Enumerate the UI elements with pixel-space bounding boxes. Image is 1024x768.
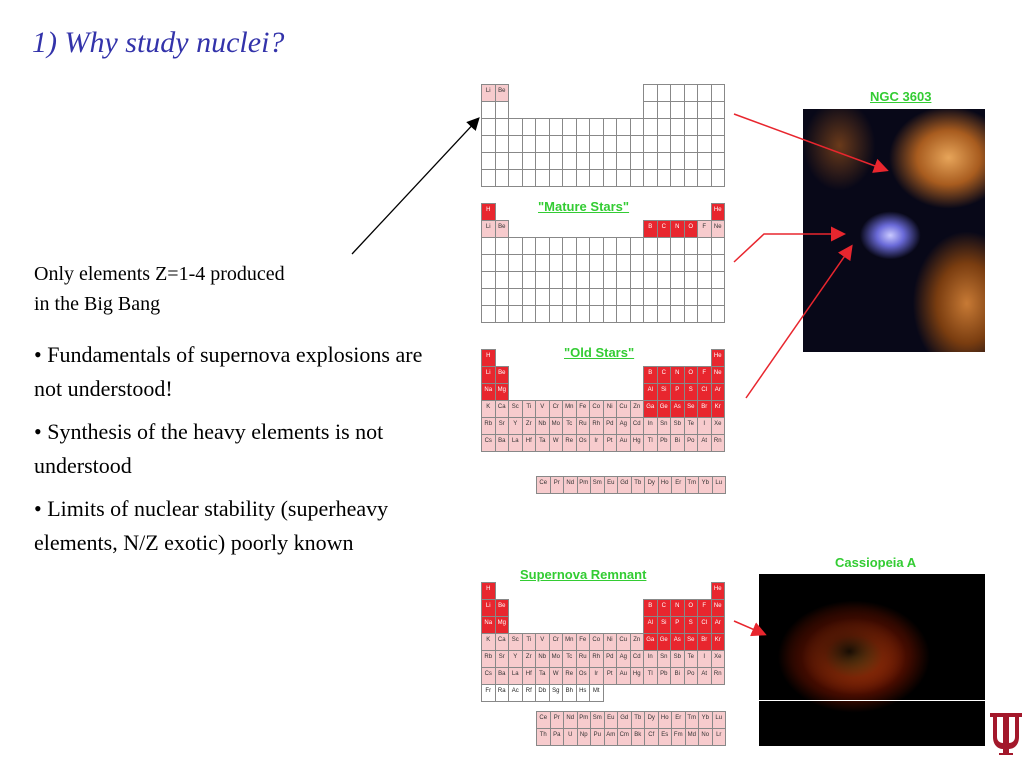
element-n: N [670, 220, 685, 238]
element-cell: Mn [562, 400, 577, 418]
element-cell: Pt [603, 434, 618, 452]
element-cell: Rb [481, 650, 496, 668]
element-cell: C [657, 599, 672, 617]
element-cell: Al [643, 383, 658, 401]
element-cell: H [481, 349, 496, 367]
element-cell: Te [684, 417, 699, 435]
element-cell: I [697, 650, 712, 668]
element-cell: Bi [670, 667, 685, 685]
element-cell: Ir [589, 434, 604, 452]
element-cell: C [657, 366, 672, 384]
element-cell: Zr [522, 417, 537, 435]
arrow-to-ngc-top [734, 114, 886, 170]
element-cell: Ag [616, 417, 631, 435]
element-cell: Fe [576, 633, 591, 651]
element-cell: Tl [643, 667, 658, 685]
element-cell: Os [576, 667, 591, 685]
element-cell: Ti [522, 400, 537, 418]
element-h: H [481, 203, 496, 221]
element-cell: Ba [495, 434, 510, 452]
element-ne: Ne [711, 220, 726, 238]
element-cell: Si [657, 383, 672, 401]
element-cell: Tc [562, 650, 577, 668]
element-cell: Au [616, 667, 631, 685]
element-cell: O [684, 599, 699, 617]
label-mature-stars: "Mature Stars" [538, 199, 630, 214]
element-cell: Cr [549, 633, 564, 651]
element-cell: W [549, 434, 564, 452]
element-cell: Th [536, 728, 551, 746]
element-cell: I [697, 417, 712, 435]
element-cell: Ge [657, 633, 672, 651]
element-cell: No [698, 728, 713, 746]
element-cell: H [481, 582, 496, 600]
element-cell: Sr [495, 650, 510, 668]
element-cell: Pu [590, 728, 605, 746]
element-cell: Br [697, 400, 712, 418]
element-cell: Ga [643, 633, 658, 651]
element-cell: Mt [589, 684, 604, 702]
element-cell: Pr [550, 476, 565, 494]
element-cell: Cd [630, 417, 645, 435]
element-cell: Sb [670, 650, 685, 668]
slide-title: 1) Why study nuclei? [32, 26, 285, 59]
element-cell: K [481, 400, 496, 418]
element-cell: Db [535, 684, 550, 702]
element-cell: Ca [495, 400, 510, 418]
element-cell: Bi [670, 434, 685, 452]
element-cell: Es [658, 728, 673, 746]
element-cell: B [643, 366, 658, 384]
element-cell: Dy [644, 476, 659, 494]
element-cell: Au [616, 434, 631, 452]
element-cell: Np [577, 728, 592, 746]
element-cell: Pd [603, 417, 618, 435]
element-cell: Ni [603, 633, 618, 651]
element-cell: S [684, 616, 699, 634]
element-cell: In [643, 417, 658, 435]
element-cell: Lu [712, 476, 727, 494]
element-cell: At [697, 667, 712, 685]
big-bang-note-line2: in the Big Bang [34, 293, 161, 315]
element-cell: As [670, 400, 685, 418]
element-cell: Al [643, 616, 658, 634]
bullet-heavy-elements: • Synthesis of the heavy elements is not understood [34, 419, 384, 478]
element-be: Be [495, 84, 510, 102]
element-f: F [697, 220, 712, 238]
element-cell: W [549, 667, 564, 685]
element-cell: Pm [577, 476, 592, 494]
element-cell: Te [684, 650, 699, 668]
element-cell: Am [604, 728, 619, 746]
element-cell: P [670, 383, 685, 401]
element-cell: Sm [590, 711, 605, 729]
element-cell: Xe [711, 650, 726, 668]
element-cell: Ne [711, 599, 726, 617]
element-cell: Cl [697, 383, 712, 401]
element-cell: Nb [535, 650, 550, 668]
element-cell: Ne [711, 366, 726, 384]
element-cell: Bk [631, 728, 646, 746]
element-cell: Y [508, 650, 523, 668]
element-cell: Cr [549, 400, 564, 418]
element-cell: Li [481, 366, 496, 384]
element-cell: Re [562, 434, 577, 452]
element-cell: Kr [711, 633, 726, 651]
element-cell: In [643, 650, 658, 668]
element-cell: Mn [562, 633, 577, 651]
element-cell: F [697, 599, 712, 617]
element-cell: Kr [711, 400, 726, 418]
arrow-to-ngc-bottom [746, 247, 851, 398]
element-cell: Ra [495, 684, 510, 702]
element-cell: Ar [711, 616, 726, 634]
element-cell: Be [495, 599, 510, 617]
element-cell: Yb [698, 476, 713, 494]
element-cell: Tm [685, 711, 700, 729]
element-cell: Cm [617, 728, 632, 746]
element-cell: Sr [495, 417, 510, 435]
element-cell: P [670, 616, 685, 634]
element-cell: Rn [711, 434, 726, 452]
element-cell: K [481, 633, 496, 651]
element-cell: Dy [644, 711, 659, 729]
arrow-to-ngc-middle [734, 234, 843, 262]
element-cell: Pr [550, 711, 565, 729]
element-cell: Cu [616, 400, 631, 418]
element-cell: Ag [616, 650, 631, 668]
element-cell: He [711, 349, 726, 367]
element-cell: Fm [671, 728, 686, 746]
element-li: Li [481, 84, 496, 102]
element-cell: Na [481, 383, 496, 401]
element-cell: Eu [604, 711, 619, 729]
element-cell: Ar [711, 383, 726, 401]
element-cell: Po [684, 434, 699, 452]
element-cell: La [508, 667, 523, 685]
element-c: C [657, 220, 672, 238]
element-cell: Lu [712, 711, 727, 729]
element-cell: Eu [604, 476, 619, 494]
bullet-nuclear-stability: • Limits of nuclear stability (superheavy elements, N/Z exotic) poorly known [34, 496, 389, 555]
element-cell: S [684, 383, 699, 401]
element-cell: Tl [643, 434, 658, 452]
element-cell: Rf [522, 684, 537, 702]
element-cell: As [670, 633, 685, 651]
element-cell: Xe [711, 417, 726, 435]
element-cell: Sn [657, 650, 672, 668]
element-cell: Zn [630, 633, 645, 651]
element-cell: U [563, 728, 578, 746]
element-b: B [643, 220, 658, 238]
element-cell: Ca [495, 633, 510, 651]
element-cell: Si [657, 616, 672, 634]
element-cell: Ho [658, 476, 673, 494]
element-cell: F [697, 366, 712, 384]
element-cell: Nd [563, 476, 578, 494]
element-cell: Ir [589, 667, 604, 685]
element-cell: Mg [495, 383, 510, 401]
element-cell: Sm [590, 476, 605, 494]
element-cell: Ho [658, 711, 673, 729]
element-cell: Os [576, 434, 591, 452]
element-cell: Se [684, 633, 699, 651]
element-cell: Er [671, 711, 686, 729]
element-cell: Pd [603, 650, 618, 668]
element-cell: Re [562, 667, 577, 685]
element-cell: Sb [670, 417, 685, 435]
element-cell: Zr [522, 650, 537, 668]
element-li: Li [481, 220, 496, 238]
element-cell: Mo [549, 417, 564, 435]
element-cell: Li [481, 599, 496, 617]
element-o: O [684, 220, 699, 238]
element-cell: Br [697, 633, 712, 651]
arrow-to-cassiopeia [734, 621, 764, 634]
element-cell: Pm [577, 711, 592, 729]
element-cell: Zn [630, 400, 645, 418]
element-cell: Sn [657, 417, 672, 435]
element-cell: Hf [522, 434, 537, 452]
element-cell: V [535, 633, 550, 651]
element-cell: Rh [589, 650, 604, 668]
element-cell: Hg [630, 667, 645, 685]
element-cell: Cl [697, 616, 712, 634]
label-supernova-remnant: Supernova Remnant [520, 567, 647, 582]
big-bang-arrow [352, 119, 478, 254]
element-be: Be [495, 220, 510, 238]
element-cell: Bh [562, 684, 577, 702]
element-cell: Y [508, 417, 523, 435]
element-cell: Cs [481, 434, 496, 452]
element-cell: Co [589, 633, 604, 651]
element-cell: Lr [712, 728, 727, 746]
element-cell: Tb [631, 711, 646, 729]
element-cell: Nd [563, 711, 578, 729]
bullet-supernova: • Fundamentals of supernova explosions are not understood! [34, 342, 423, 401]
element-cell: Hg [630, 434, 645, 452]
element-cell: Be [495, 366, 510, 384]
element-cell: Ta [535, 434, 550, 452]
element-cell: Hf [522, 667, 537, 685]
element-cell: Gd [617, 476, 632, 494]
element-cell: Ta [535, 667, 550, 685]
element-cell: Rh [589, 417, 604, 435]
element-cell: Ce [536, 711, 551, 729]
element-cell: Ru [576, 650, 591, 668]
label-old-stars: "Old Stars" [564, 345, 635, 360]
element-cell: Co [589, 400, 604, 418]
element-cell: Sc [508, 400, 523, 418]
element-cell: Yb [698, 711, 713, 729]
element-he: He [711, 203, 726, 221]
element-cell: Sc [508, 633, 523, 651]
big-bang-note-line1: Only elements Z=1-4 produced [34, 263, 285, 285]
element-cell: Ni [603, 400, 618, 418]
element-cell: Pb [657, 434, 672, 452]
element-cell: V [535, 400, 550, 418]
element-cell: Ba [495, 667, 510, 685]
element-cell: Cs [481, 667, 496, 685]
element-cell: Fe [576, 400, 591, 418]
element-cell: O [684, 366, 699, 384]
element-cell: Mo [549, 650, 564, 668]
element-cell: He [711, 582, 726, 600]
element-cell: Er [671, 476, 686, 494]
element-cell: Ac [508, 684, 523, 702]
element-cell: N [670, 366, 685, 384]
element-cell: Se [684, 400, 699, 418]
element-cell: Sg [549, 684, 564, 702]
element-cell: Rb [481, 417, 496, 435]
element-cell: Cu [616, 633, 631, 651]
element-cell: Gd [617, 711, 632, 729]
element-cell: Ti [522, 633, 537, 651]
element-cell: Po [684, 667, 699, 685]
element-cell: B [643, 599, 658, 617]
element-cell: Tm [685, 476, 700, 494]
element-cell: Tc [562, 417, 577, 435]
element-cell: Ga [643, 400, 658, 418]
element-cell: Pt [603, 667, 618, 685]
element-cell: Ru [576, 417, 591, 435]
element-cell: Pa [550, 728, 565, 746]
element-cell: At [697, 434, 712, 452]
label-ngc-3603: NGC 3603 [870, 89, 932, 104]
element-cell: N [670, 599, 685, 617]
element-cell: Nb [535, 417, 550, 435]
element-cell: Cd [630, 650, 645, 668]
label-cassiopeia-a: Cassiopeia A [835, 555, 917, 570]
element-cell: Hs [576, 684, 591, 702]
element-cell: Rn [711, 667, 726, 685]
element-cell: Na [481, 616, 496, 634]
element-cell: Ge [657, 400, 672, 418]
element-cell: Cf [644, 728, 659, 746]
university-logo-icon [986, 707, 1024, 755]
element-cell: Ce [536, 476, 551, 494]
element-cell: Pb [657, 667, 672, 685]
element-cell: Md [685, 728, 700, 746]
element-cell: Tb [631, 476, 646, 494]
element-cell: La [508, 434, 523, 452]
element-cell: Mg [495, 616, 510, 634]
element-cell: Fr [481, 684, 496, 702]
